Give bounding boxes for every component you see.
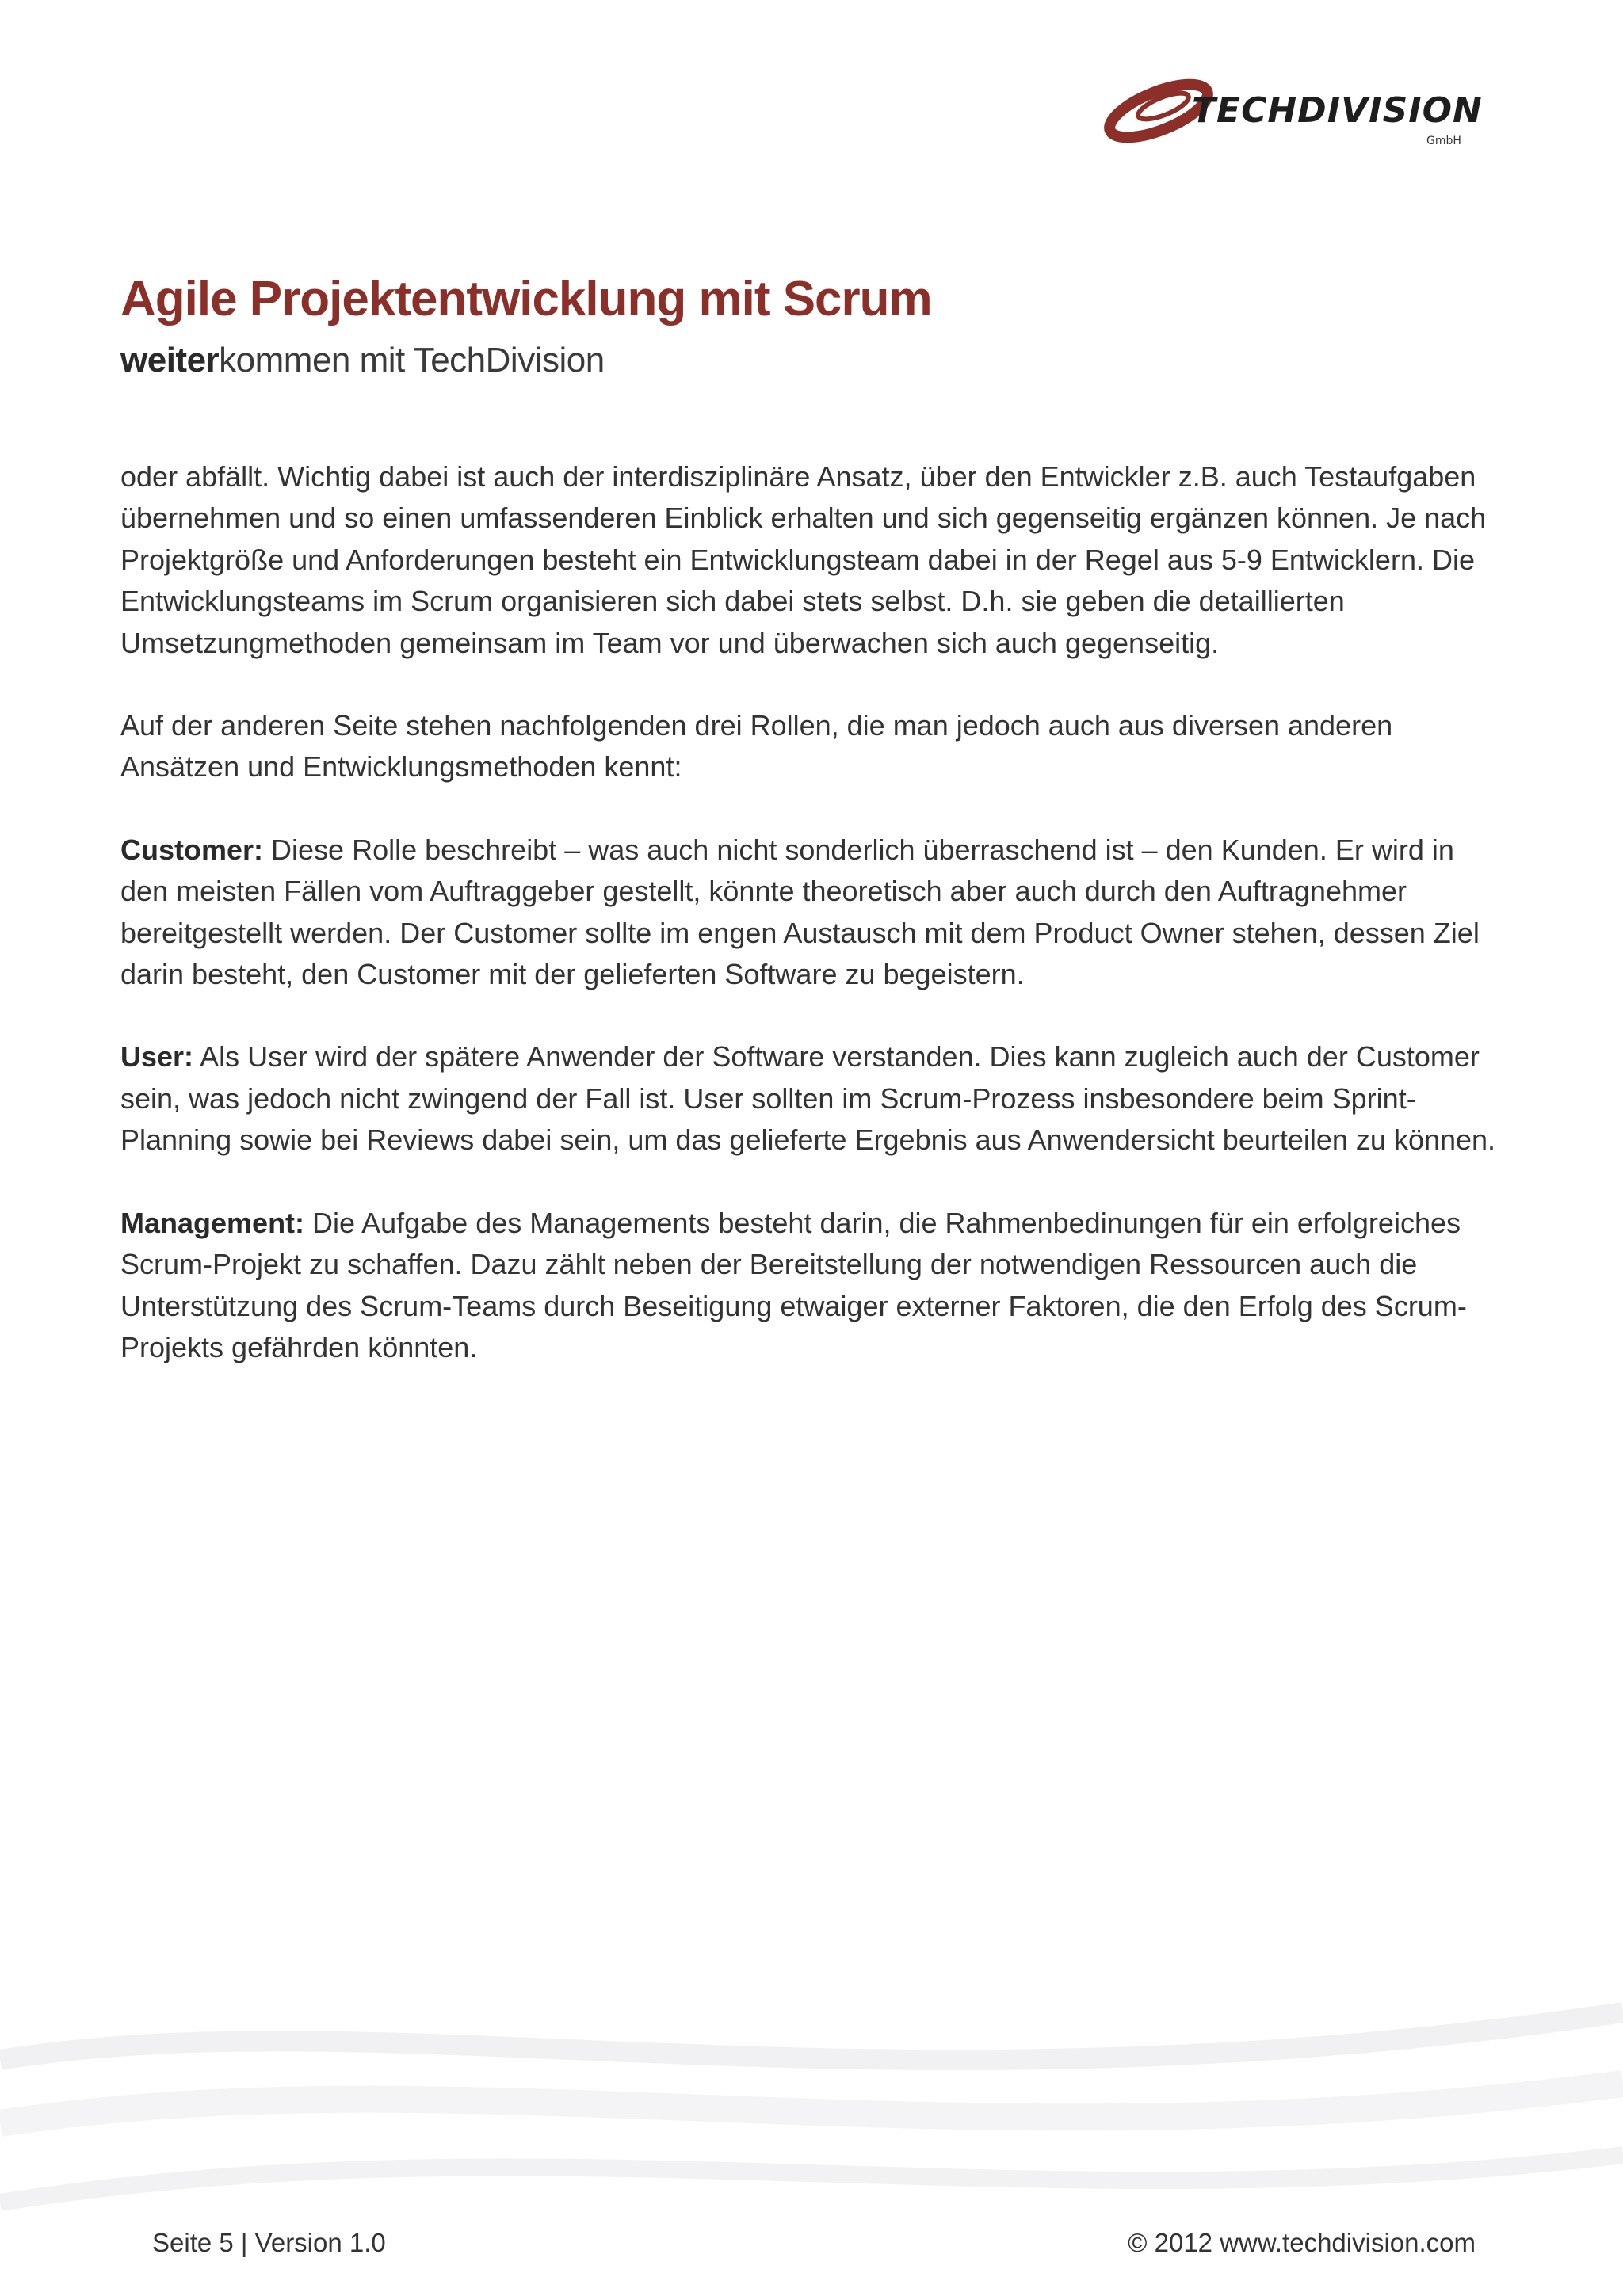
logo-wordmark: TECHDIVISION	[1192, 90, 1483, 131]
subtitle-rest: kommen mit TechDivision	[219, 341, 605, 379]
role-customer	[120, 830, 1507, 996]
role-term: Customer:	[120, 833, 264, 866]
paragraph-intro: oder abfällt. Wichtig dabei ist auch der interdisziplinäre Ansatz, über den Entwickler z.B. auch Testaufgaben übernehmen und so einen umfassenderen Einblick erhalten und sich gegenseitig ergänzen können. Je nach Projektgröße und Anforderungen besteht ein Entwicklungsteam dabei in der Regel aus 5-9 Entwicklern. Die Entwicklungsteams im Scrum organisieren sich dabei stets selbst. D.h. sie geben die detaillierten Umsetzungmethoden gemeinsam im Team vor und überwachen sich auch gegenseitig.	[120, 460, 1487, 659]
paragraph-roles-intro: Auf der anderen Seite stehen nachfolgenden drei Rollen, die man jedoch auch aus diversen anderen Ansätzen und Entwicklungsmethoden kennt:	[120, 709, 1393, 784]
footer-copyright: © 2012 www.techdivision.com	[1128, 2228, 1476, 2257]
role-management	[120, 1203, 1507, 1369]
role-term: Management:	[120, 1206, 305, 1239]
subtitle-bold: weiter	[120, 341, 220, 379]
body-content	[120, 456, 1507, 1409]
footer-page-info: Seite 5 | Version 1.0	[152, 2228, 386, 2257]
role-description: Als User wird der spätere Anwender der Software verstanden. Dies kann zugleich auch der Customer sein, was jedoch nicht zwingend der Fall ist. User sollten im Scrum-Prozess insbesondere beim Sprint-Planning sowie bei Reviews dabei sein, um das gelieferte Ergebnis aus Anwendersicht beurteilen zu können.	[120, 1040, 1496, 1157]
role-term: User:	[120, 1040, 194, 1074]
role-user	[120, 1036, 1507, 1161]
page-subtitle	[120, 341, 605, 380]
techdivision-logo	[1103, 62, 1484, 157]
role-description: Die Aufgabe des Managements besteht darin, die Rahmenbedinungen für ein erfolgreiches Scrum-Projekt zu schaffen. Dazu zählt neben der Bereitstellung der notwendigen Ressourcen auch die Unterstützung des Scrum-Teams durch Beseitigung etwaiger externer Faktoren, die den Erfolg des Scrum-Projekts gefährden könnten.	[120, 1206, 1467, 1363]
page-title: Agile Projektentwicklung mit Scrum	[120, 272, 932, 326]
role-description: Diese Rolle beschreibt – was auch nicht sonderlich überraschend ist – den Kunden. Er wird in den meisten Fällen vom Auftraggeber gestellt, könnte theoretisch aber auch durch den Auftragnehmer bereitgestellt werden. Der Customer sollte im engen Austausch mit dem Product Owner stehen, dessen Ziel darin besteht, den Customer mit der gelieferten Software zu begeistern.	[120, 833, 1480, 991]
logo-suffix: GmbH	[1426, 135, 1461, 147]
